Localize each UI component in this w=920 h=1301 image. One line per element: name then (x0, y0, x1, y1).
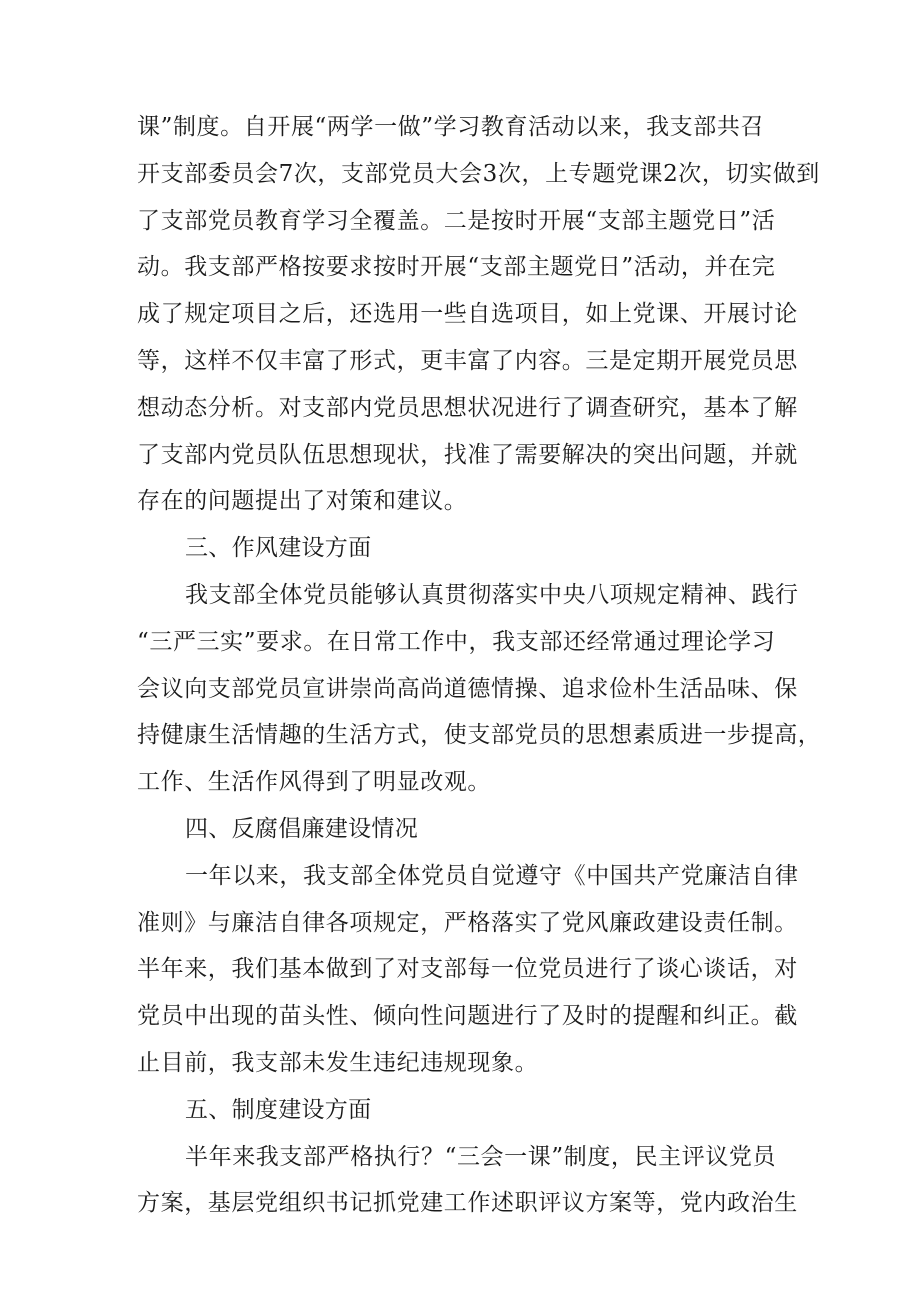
body-text-line: 课”制度。自开展“两学一做”学习教育活动以来，我支部共召 (137, 114, 765, 140)
body-text-line: 工作、生活作风得到了明显改观。 (137, 769, 491, 796)
body-text-line: 我支部全体党员能够认真贯彻落实中央八项规定精神、践行 (185, 581, 799, 608)
section-heading-system: 五、制度建设方面 (185, 1096, 372, 1123)
body-text-line: 持健康生活情趣的生活方式，使支部党员的思想素质进一步提高， (137, 722, 822, 749)
body-text-line: 想动态分析。对支部内党员思想状况进行了调查研究，基本了解 (137, 394, 798, 421)
body-text-line: “三严三实”要求。在日常工作中，我支部还经常通过理论学习 (137, 628, 776, 655)
body-text-line: 准则》与廉洁自律各项规定，严格落实了党风廉政建设责任制。 (137, 909, 798, 936)
body-text-line: 党员中出现的苗头性、倾向性问题进行了及时的提醒和纠正。截 (137, 1003, 798, 1030)
body-text-line: 半年来我支部严格执行？“三会一课”制度，民主评议党员 (185, 1143, 777, 1170)
body-text-line: 会议向支部党员宣讲崇尚高尚道德情操、追求俭朴生活品味、保 (137, 675, 798, 702)
body-text-line: 了支部内党员队伍思想现状，找准了需要解决的突出问题，并就 (137, 441, 798, 468)
body-text-line: 止目前，我支部未发生违纪违规现象。 (137, 1049, 539, 1076)
body-text-line: 动。我支部严格按要求按时开展“支部主题党日”活动，并在完 (137, 254, 776, 281)
document-page (137, 112, 822, 1235)
body-text-line: 存在的问题提出了对策和建议。 (137, 488, 468, 515)
section-heading-style: 三、作风建设方面 (185, 535, 372, 562)
body-text-line: 等，这样不仅丰富了形式，更丰富了内容。三是定期开展党员思 (137, 347, 798, 374)
body-text-line: 了支部党员教育学习全覆盖。二是按时开展“支部主题党日”活 (137, 207, 776, 234)
body-text-line: 方案，基层党组织书记抓党建工作述职评议方案等，党内政治生 (137, 1190, 798, 1217)
section-heading-anticorruption: 四、反腐倡廉建设情况 (185, 815, 418, 842)
body-text-line: 一年以来，我支部全体党员自觉遵守《中国共产党廉洁自律 (185, 862, 799, 889)
body-text-line: 成了规定项目之后，还选用一些自选项目，如上党课、开展讨论 (137, 301, 798, 328)
body-text-line: 开支部委员会7次，支部党员大会3次，上专题党课2次，切实做到 (137, 160, 820, 187)
body-text-line: 半年来，我们基本做到了对支部每一位党员进行了谈心谈话，对 (137, 956, 798, 983)
